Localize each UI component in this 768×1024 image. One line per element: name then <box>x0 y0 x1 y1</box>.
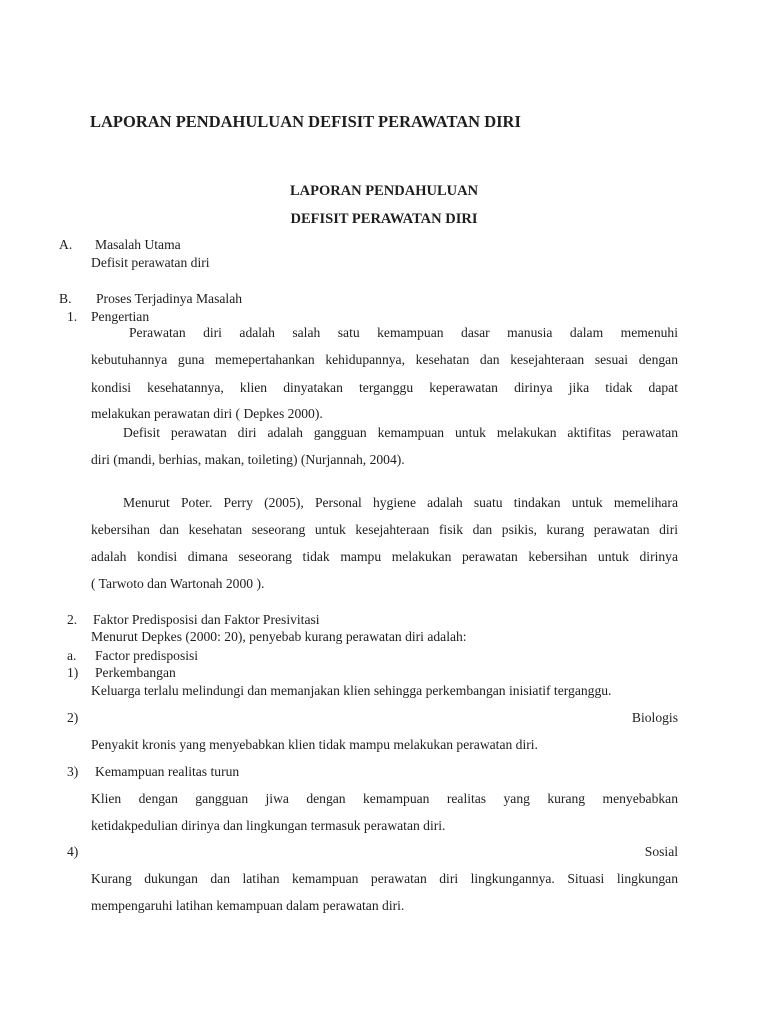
factor-text: Keluarga terlalu melindungi dan memanjakan klien sehingga perkembangan inisiatif terganggu. <box>91 683 612 698</box>
paragraph-line: Perawatan diri adalah salah satu kemampuan dasar manusia dalam memenuhi <box>129 325 678 340</box>
factor-label: Kemampuan realitas turun <box>95 764 240 779</box>
section-b-marker: B. <box>59 291 72 306</box>
paragraph-line: ( Tarwoto dan Wartonah 2000 ). <box>91 576 265 591</box>
factor-text: mempengaruhi latihan kemampuan dalam perawatan diri. <box>91 898 405 913</box>
factor-text: Kurang dukungan dan latihan kemampuan perawatan diri lingkungannya. Situasi lingkungan <box>91 871 678 886</box>
section-a-label: Masalah Utama <box>95 237 181 252</box>
factor-marker: 4) <box>67 844 79 859</box>
item-2-marker: 2. <box>67 612 78 627</box>
factor-label: Biologis <box>631 710 678 725</box>
paragraph-line: Menurut Poter. Perry (2005), Personal hygiene adalah suatu tindakan untuk memelihara <box>123 495 678 510</box>
factor-text: ketidakpedulian dirinya dan lingkungan termasuk perawatan diri. <box>91 818 446 833</box>
item-1-marker: 1. <box>67 309 78 324</box>
sub-a-marker: a. <box>67 648 77 663</box>
sub-a-label: Factor predisposisi <box>95 648 199 663</box>
factor-marker: 2) <box>67 710 79 725</box>
section-a-content: Defisit perawatan diri <box>91 255 210 270</box>
factor-label: Sosial <box>644 844 678 859</box>
paragraph-line: kebersihan dan kesehatan seseorang untuk kesejahteraan fisik dan psikis, kurang perawatan diri <box>91 522 678 537</box>
factor-label: Perkembangan <box>95 665 176 680</box>
factor-marker: 1) <box>67 665 79 680</box>
factor-text: Klien dengan gangguan jiwa dengan kemampuan realitas yang kurang menyebabkan <box>91 791 678 806</box>
section-a-marker: A. <box>59 237 73 252</box>
factor-text: Penyakit kronis yang menyebabkan klien tidak mampu melakukan perawatan diri. <box>91 737 538 752</box>
item-2-label: Faktor Predisposisi dan Faktor Presivitasi <box>93 612 320 627</box>
paragraph-line: diri (mandi, berhias, makan, toileting) (Nurjannah, 2004). <box>91 452 405 467</box>
heading-line-2: DEFISIT PERAWATAN DIRI <box>290 211 478 227</box>
paragraph-line: adalah kondisi dimana seseorang tidak mampu melakukan perawatan kebersihan untuk dirinya <box>91 549 678 564</box>
paragraph-line: kebutuhannya guna memepertahankan kehidupannya, kesehatan dan kesejahteraan sesuai dengan <box>91 352 678 367</box>
paragraph-line: Defisit perawatan diri adalah gangguan kemampuan untuk melakukan aktifitas perawatan <box>123 425 678 440</box>
document-title: LAPORAN PENDAHULUAN DEFISIT PERAWATAN DIRI <box>90 112 521 131</box>
heading-line-1: LAPORAN PENDAHULUAN <box>289 183 479 199</box>
factor-marker: 3) <box>67 764 79 779</box>
item-1-label: Pengertian <box>91 309 150 324</box>
section-b-label: Proses Terjadinya Masalah <box>96 291 243 306</box>
paragraph-line: kondisi kesehatannya, klien dinyatakan terganggu keperawatan dirinya jika tidak dapat <box>91 380 678 395</box>
item-2-intro: Menurut Depkes (2000: 20), penyebab kurang perawatan diri adalah: <box>91 629 467 644</box>
paragraph-line: melakukan perawatan diri ( Depkes 2000). <box>91 406 323 421</box>
